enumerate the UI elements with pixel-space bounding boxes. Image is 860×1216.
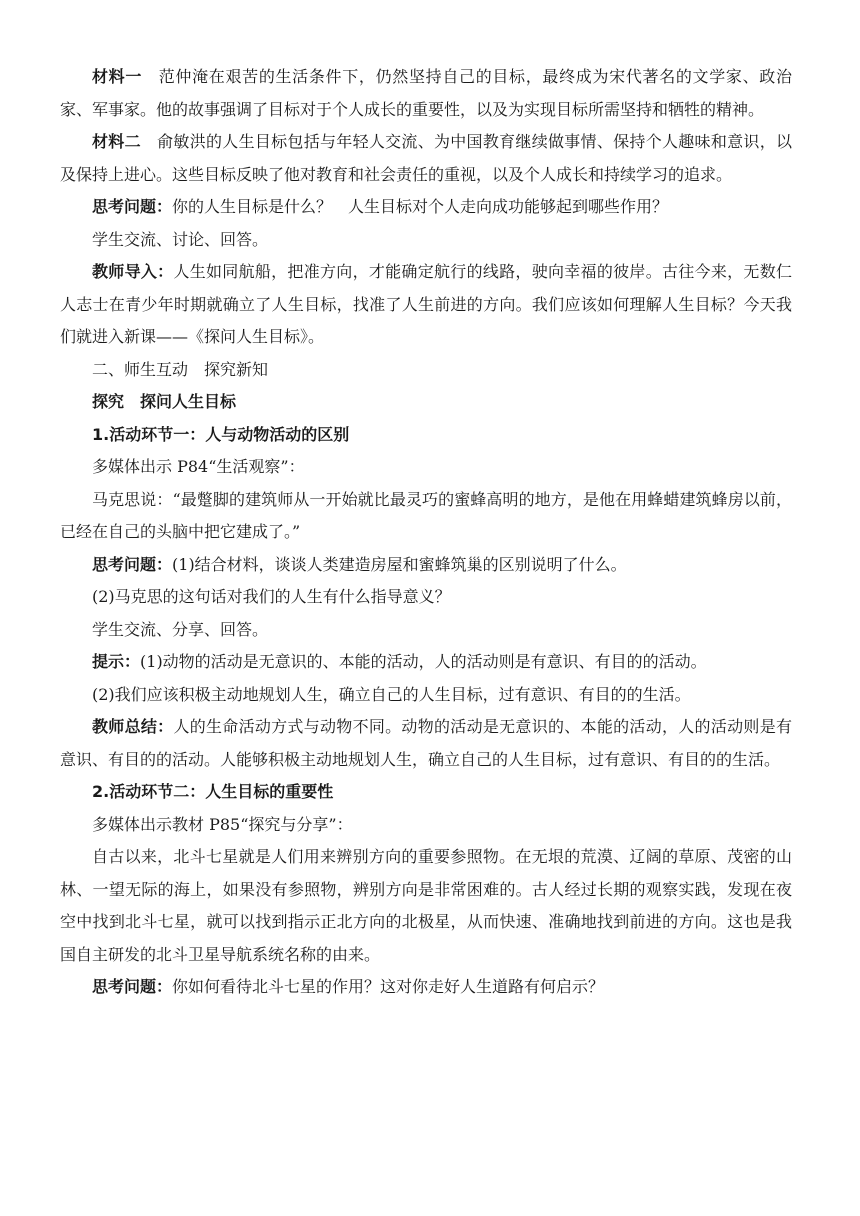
activity-two-heading-text: 2.活动环节二：人生目标的重要性 <box>92 782 334 801</box>
teacher-intro-text: 人生如同航船，把准方向，才能确定航行的线路，驶向幸福的彼岸。古往今来，无数仁人志士在青少年时期就确立了人生目标，找准了人生前进的方向。我们应该如何理解人生目标？今天我们就进入新课——《探问人生目标》。 <box>60 262 792 346</box>
section-heading <box>60 354 792 387</box>
question-two-sub-text: (2)马克思的这句话对我们的人生有什么指导意义？ <box>92 587 451 606</box>
student-discussion-text: 学生交流、讨论、回答。 <box>92 229 269 249</box>
teacher-summary-text: 人的生命活动方式与动物不同。动物的活动是无意识的、本能的活动，人的活动则是有意识、有目的的活动。人能够积极主动地规划人生，确立自己的人生目标，过有意识、有目的的生活。 <box>60 717 792 769</box>
marx-quote-paragraph <box>60 484 792 549</box>
media-p85-paragraph <box>60 809 792 842</box>
material-two-paragraph <box>60 126 792 191</box>
media-p84-text: 多媒体出示 P84“生活观察”： <box>92 457 305 476</box>
hint-two-text: (2)我们应该积极主动地规划人生，确立自己的人生目标，过有意识、有目的的生活。 <box>92 684 691 704</box>
question-paragraph <box>60 191 792 224</box>
explore-heading <box>60 386 792 419</box>
student-discussion-paragraph <box>60 224 792 257</box>
hint-two-paragraph <box>60 679 792 712</box>
question-text: 你的人生目标是什么？ 人生目标对个人走向成功能够起到哪些作用？ <box>172 197 669 216</box>
marx-quote-text: 马克思说：“最蹩脚的建筑师从一开始就比最灵巧的蜜蜂高明的地方，是他在用蜂蜡建筑蜂房以前，已经在自己的头脑中把它建成了。” <box>60 489 792 541</box>
student-share-paragraph <box>60 614 792 647</box>
material-one-label: 材料一 <box>92 67 143 86</box>
section-heading-text: 二、师生互动 探究新知 <box>92 359 269 379</box>
question-three-paragraph <box>60 971 792 1004</box>
big-dipper-text: 自古以来，北斗七星就是人们用来辨别方向的重要参照物。在无垠的荒漠、辽阔的草原、茂密的山林、一望无际的海上，如果没有参照物，辨别方向是非常困难的。古人经过长期的观察实践，发现在夜空中找到北斗七星，就可以找到指示正北方向的北极星，从而快速、准确地找到前进的方向。这也是我国自主研发的北斗卫星导航系统名称的由来。 <box>60 847 792 964</box>
material-two-text: 俞敏洪的人生目标包括与年轻人交流、为中国教育继续做事情、保持个人趣味和意识，以及保持上进心。这些目标反映了他对教育和社会责任的重视，以及个人成长和持续学习的追求。 <box>60 132 792 184</box>
media-p84-paragraph <box>60 451 792 484</box>
activity-one-heading-text: 1.活动环节一：人与动物活动的区别 <box>92 424 350 444</box>
activity-one-heading <box>60 419 792 452</box>
media-p85-text: 多媒体出示教材 P85“探究与分享”： <box>92 814 353 834</box>
question-label: 思考问题： <box>92 197 173 216</box>
teacher-summary-paragraph <box>60 711 792 776</box>
explore-heading-text: 探究 探问人生目标 <box>92 392 237 411</box>
hint-paragraph <box>60 646 792 679</box>
question-two-paragraph <box>60 549 792 582</box>
teacher-intro-paragraph <box>60 256 792 354</box>
big-dipper-paragraph <box>60 841 792 971</box>
question-three-label: 思考问题： <box>92 977 173 996</box>
material-two-label: 材料二 <box>92 132 141 151</box>
activity-two-heading <box>60 776 792 809</box>
question-two-sub-paragraph <box>60 581 792 614</box>
question-three-text: 你如何看待北斗七星的作用？这对你走好人生道路有何启示？ <box>172 977 605 996</box>
teacher-summary-label: 教师总结： <box>92 717 174 736</box>
hint-label: 提示： <box>92 652 141 671</box>
document-page <box>60 61 792 1004</box>
hint-text: (1)动物的活动是无意识的、本能的活动，人的活动则是有意识、有目的的活动。 <box>140 652 707 671</box>
material-one-paragraph <box>60 61 792 126</box>
material-one-text: 范仲淹在艰苦的生活条件下，仍然坚持自己的目标，最终成为宋代著名的文学家、政治家、军事家。他的故事强调了目标对于个人成长的重要性，以及为实现目标所需坚持和牺牲的精神。 <box>60 67 792 119</box>
teacher-intro-label: 教师导入： <box>92 262 174 281</box>
question-two-label: 思考问题： <box>92 554 173 574</box>
student-share-text: 学生交流、分享、回答。 <box>92 619 269 639</box>
question-two-text: (1)结合材料，谈谈人类建造房屋和蜜蜂筑巢的区别说明了什么。 <box>172 554 627 574</box>
